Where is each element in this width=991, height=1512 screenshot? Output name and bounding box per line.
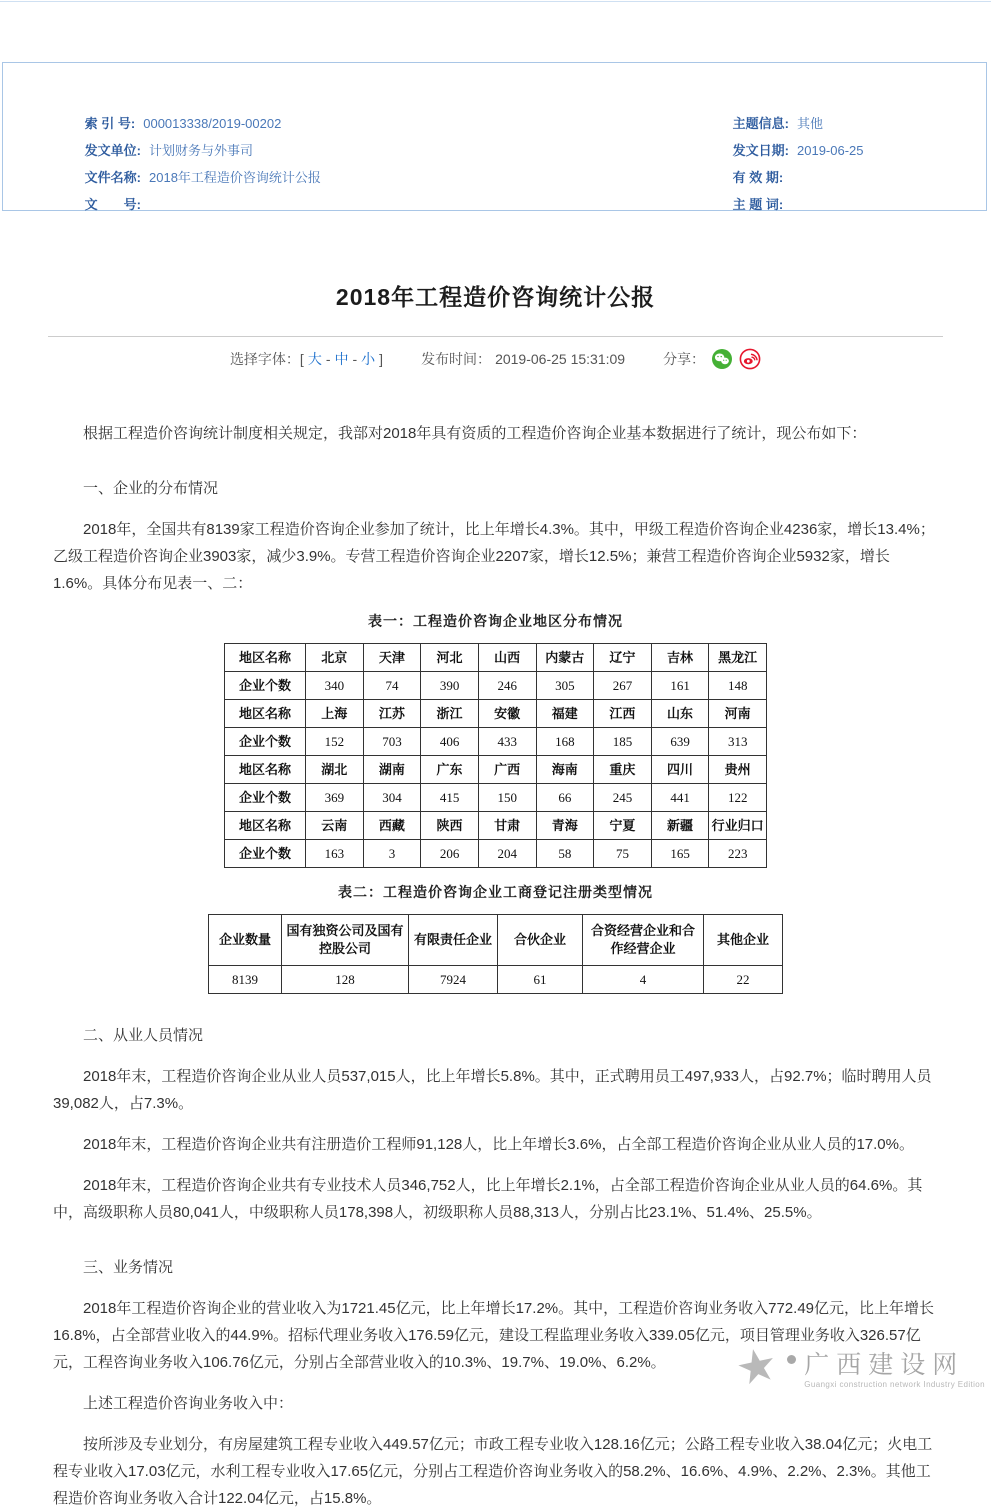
region-count-cell: 206	[421, 840, 479, 868]
star-logo-icon	[731, 1336, 798, 1399]
paragraph-staff-2: 2018年末，工程造价咨询企业共有注册造价工程师91,128人，比上年增长3.6%，占全部工程造价咨询企业从业人员的17.0%。	[83, 1136, 914, 1153]
region-name-cell: 贵州	[709, 756, 767, 784]
article-toolbar	[0, 348, 991, 370]
watermark-site-subtitle: Guangxi construction network Industry Edition	[804, 1379, 985, 1389]
region-count-cell: 406	[421, 728, 479, 756]
meta-row-index-number	[63, 83, 321, 131]
region-name-cell: 山西	[478, 644, 536, 672]
region-name-cell: 地区名称	[225, 756, 306, 784]
region-name-cell: 西藏	[363, 812, 421, 840]
section-heading-1: 一、企业的分布情况	[83, 480, 219, 497]
region-count-cell: 3	[363, 840, 421, 868]
file-name-label: 文件名称:	[84, 170, 142, 185]
type-value-cell: 4	[583, 966, 704, 994]
keywords-label: 主 题 词:	[732, 197, 784, 212]
region-count-cell: 433	[478, 728, 536, 756]
region-name-cell: 河北	[421, 644, 479, 672]
font-size-separator: -	[325, 351, 331, 367]
region-count-cell: 703	[363, 728, 421, 756]
region-count-cell: 150	[478, 784, 536, 812]
type-header-cell: 合伙企业	[498, 915, 583, 966]
type-header-cell: 有限责任企业	[409, 915, 498, 966]
paragraph-revenue-1: 2018年工程造价咨询企业的营业收入为1721.45亿元，比上年增长17.2%。其中，工程造价咨询业务收入772.49亿元，比上年增长16.8%，占全部营业收入的44.9%。招标代理业务收入176.59亿元，建设工程监理业务收入339.05亿元，项目管理业务收入326.57亿元，工程咨询业务收入106.76亿元，分别占全部营业收入的10.3%、19.7%、19.0%、6.2%。	[53, 1300, 935, 1371]
region-name-cell: 河南	[709, 700, 767, 728]
meta-row-topic-info	[711, 83, 864, 131]
region-count-cell: 639	[651, 728, 709, 756]
table-row	[225, 756, 767, 784]
issuing-unit-label: 发文单位:	[84, 143, 142, 158]
region-count-cell: 企业个数	[225, 784, 306, 812]
font-size-medium-link[interactable]: 中	[334, 351, 349, 367]
region-name-cell: 地区名称	[225, 700, 306, 728]
type-value-cell: 7924	[409, 966, 498, 994]
type-value-cell: 22	[704, 966, 783, 994]
article	[0, 211, 991, 1512]
region-count-cell: 122	[709, 784, 767, 812]
region-name-cell: 辽宁	[594, 644, 652, 672]
region-count-cell: 152	[306, 728, 364, 756]
paragraph-revenue-2: 上述工程造价咨询业务收入中：	[83, 1395, 294, 1412]
region-count-cell: 74	[363, 672, 421, 700]
region-name-cell: 新疆	[651, 812, 709, 840]
issue-date-value: 2019-06-25	[797, 143, 864, 158]
region-name-cell: 天津	[363, 644, 421, 672]
region-count-cell: 75	[594, 840, 652, 868]
region-count-cell: 163	[306, 840, 364, 868]
paragraph-staff-1: 2018年末，工程造价咨询企业从业人员537,015人，比上年增长5.8%。其中，正式聘用员工497,933人，占92.7%；临时聘用人员39,082人，占7.3%。	[53, 1068, 932, 1112]
region-name-cell: 四川	[651, 756, 709, 784]
region-distribution-table	[224, 643, 767, 868]
section-heading-2: 二、从业人员情况	[83, 1027, 204, 1044]
type-value-cell: 61	[498, 966, 583, 994]
share-icons	[711, 348, 761, 370]
type-value-cell: 8139	[209, 966, 282, 994]
region-name-cell: 吉林	[651, 644, 709, 672]
font-size-large-link[interactable]: 大	[307, 351, 322, 367]
paragraph-enterprise-distribution: 2018年，全国共有8139家工程造价咨询企业参加了统计，比上年增长4.3%。其中，甲级工程造价咨询企业4236家，增长13.4%；乙级工程造价咨询企业3903家，减少3.9%。专营工程造价咨询企业2207家，增长12.5%；兼营工程造价咨询企业5932家，增长1.6%。具体分布见表一、二：	[53, 521, 935, 592]
registration-type-table	[208, 914, 783, 994]
table-row	[225, 672, 767, 700]
type-header-cell: 其他企业	[704, 915, 783, 966]
type-header-cell: 国有独资公司及国有控股公司	[282, 915, 409, 966]
type-header-cell: 合资经营企业和合作经营企业	[583, 915, 704, 966]
region-count-cell: 165	[651, 840, 709, 868]
paragraph-intro: 根据工程造价咨询统计制度相关规定，我部对2018年具有资质的工程造价咨询企业基本数据进行了统计，现公布如下：	[83, 425, 867, 442]
font-size-separator: -	[352, 351, 358, 367]
region-name-cell: 行业归口	[709, 812, 767, 840]
table-row	[225, 840, 767, 868]
document-meta-box	[2, 62, 987, 211]
region-name-cell: 湖南	[363, 756, 421, 784]
weibo-share-icon[interactable]	[739, 348, 761, 370]
table2-caption: 表二：工程造价咨询企业工商登记注册类型情况	[338, 886, 653, 901]
region-name-cell: 福建	[536, 700, 594, 728]
doc-number-label: 文 号:	[84, 197, 142, 212]
region-count-cell: 313	[709, 728, 767, 756]
region-count-cell: 204	[478, 840, 536, 868]
wechat-share-icon[interactable]	[711, 348, 733, 370]
site-watermark	[731, 1336, 985, 1399]
star-ball-dot	[787, 1355, 796, 1364]
region-count-cell: 148	[709, 672, 767, 700]
index-number-label: 索 引 号:	[84, 116, 136, 131]
region-name-cell: 青海	[536, 812, 594, 840]
region-name-cell: 江西	[594, 700, 652, 728]
region-name-cell: 浙江	[421, 700, 479, 728]
issue-date-label: 发文日期:	[732, 143, 790, 158]
paragraph-staff-3: 2018年末，工程造价咨询企业共有专业技术人员346,752人，比上年增长2.1%，占全部工程造价咨询企业从业人员的64.6%。其中，高级职称人员80,041人，中级职称人员178,398人，初级职称人员88,313人，分别占比23.1%、51.4%、25.5%。	[53, 1177, 923, 1221]
region-name-cell: 山东	[651, 700, 709, 728]
region-name-cell: 重庆	[594, 756, 652, 784]
region-name-cell: 湖北	[306, 756, 364, 784]
region-count-cell: 304	[363, 784, 421, 812]
topic-info-label: 主题信息:	[732, 116, 790, 131]
region-count-cell: 企业个数	[225, 728, 306, 756]
meta-column-right	[711, 83, 864, 212]
region-count-cell: 267	[594, 672, 652, 700]
publish-time-group	[421, 349, 625, 369]
type-value-cell: 128	[282, 966, 409, 994]
issuing-unit-value: 计划财务与外事司	[149, 143, 254, 158]
font-size-selector	[230, 349, 383, 369]
region-count-cell: 161	[651, 672, 709, 700]
table-row	[209, 966, 783, 994]
share-label: 分享：	[663, 351, 706, 367]
table-row	[225, 812, 767, 840]
star-shape: ★	[731, 1336, 783, 1396]
region-name-cell: 广东	[421, 756, 479, 784]
region-count-cell: 223	[709, 840, 767, 868]
region-count-cell: 185	[594, 728, 652, 756]
region-name-cell: 黑龙江	[709, 644, 767, 672]
table-row	[225, 644, 767, 672]
region-table-body	[225, 644, 767, 868]
validity-label: 有 效 期:	[732, 170, 784, 185]
region-name-cell: 宁夏	[594, 812, 652, 840]
type-table-body	[209, 966, 783, 994]
title-divider	[48, 336, 943, 337]
region-count-cell: 340	[306, 672, 364, 700]
table-row	[225, 700, 767, 728]
publish-time-value: 2019-06-25 15:31:09	[495, 351, 626, 367]
region-count-cell: 245	[594, 784, 652, 812]
section-heading-3: 三、业务情况	[83, 1259, 174, 1276]
table-row	[209, 915, 783, 966]
type-header-cell: 企业数量	[209, 915, 282, 966]
font-select-bracket-close: ]	[379, 351, 384, 367]
region-name-cell: 广西	[478, 756, 536, 784]
type-table-head	[209, 915, 783, 966]
share-group	[663, 348, 761, 370]
region-count-cell: 390	[421, 672, 479, 700]
region-name-cell: 甘肃	[478, 812, 536, 840]
publish-time-label: 发布时间：	[421, 351, 492, 367]
region-name-cell: 安徽	[478, 700, 536, 728]
region-name-cell: 地区名称	[225, 812, 306, 840]
table-row	[225, 728, 767, 756]
region-name-cell: 云南	[306, 812, 364, 840]
font-select-label: 选择字体：[	[229, 351, 304, 367]
region-count-cell: 246	[478, 672, 536, 700]
page-top-border	[0, 1, 991, 2]
table-row	[225, 784, 767, 812]
index-number-value: 000013338/2019-00202	[143, 116, 282, 131]
region-name-cell: 江苏	[363, 700, 421, 728]
region-name-cell: 上海	[306, 700, 364, 728]
region-count-cell: 168	[536, 728, 594, 756]
region-count-cell: 58	[536, 840, 594, 868]
region-name-cell: 海南	[536, 756, 594, 784]
region-count-cell: 企业个数	[225, 672, 306, 700]
region-name-cell: 地区名称	[225, 644, 306, 672]
region-name-cell: 内蒙古	[536, 644, 594, 672]
region-count-cell: 415	[421, 784, 479, 812]
table1-caption: 表一：工程造价咨询企业地区分布情况	[368, 615, 623, 630]
watermark-site-name: 广西建设网	[804, 1351, 965, 1379]
page-title: 2018年工程造价咨询统计公报	[335, 284, 656, 310]
region-count-cell: 企业个数	[225, 840, 306, 868]
paragraph-revenue-3: 按所涉及专业划分，有房屋建筑工程专业收入449.57亿元；市政工程专业收入128.16亿元；公路工程专业收入38.04亿元；火电工程专业收入17.03亿元，水利工程专业收入17.65亿元，分别占工程造价咨询业务收入的58.2%、16.6%、4.9%、2.2%、2.3%。其他工程造价咨询业务收入合计122.04亿元，占15.8%。	[53, 1436, 933, 1507]
region-count-cell: 369	[306, 784, 364, 812]
meta-column-left	[63, 83, 321, 212]
region-count-cell: 66	[536, 784, 594, 812]
font-size-small-link[interactable]: 小	[361, 351, 376, 367]
region-name-cell: 北京	[306, 644, 364, 672]
region-count-cell: 305	[536, 672, 594, 700]
watermark-text	[804, 1352, 985, 1389]
topic-info-value: 其他	[797, 116, 824, 131]
file-name-value: 2018年工程造价咨询统计公报	[149, 170, 321, 185]
region-count-cell: 441	[651, 784, 709, 812]
region-name-cell: 陕西	[421, 812, 479, 840]
